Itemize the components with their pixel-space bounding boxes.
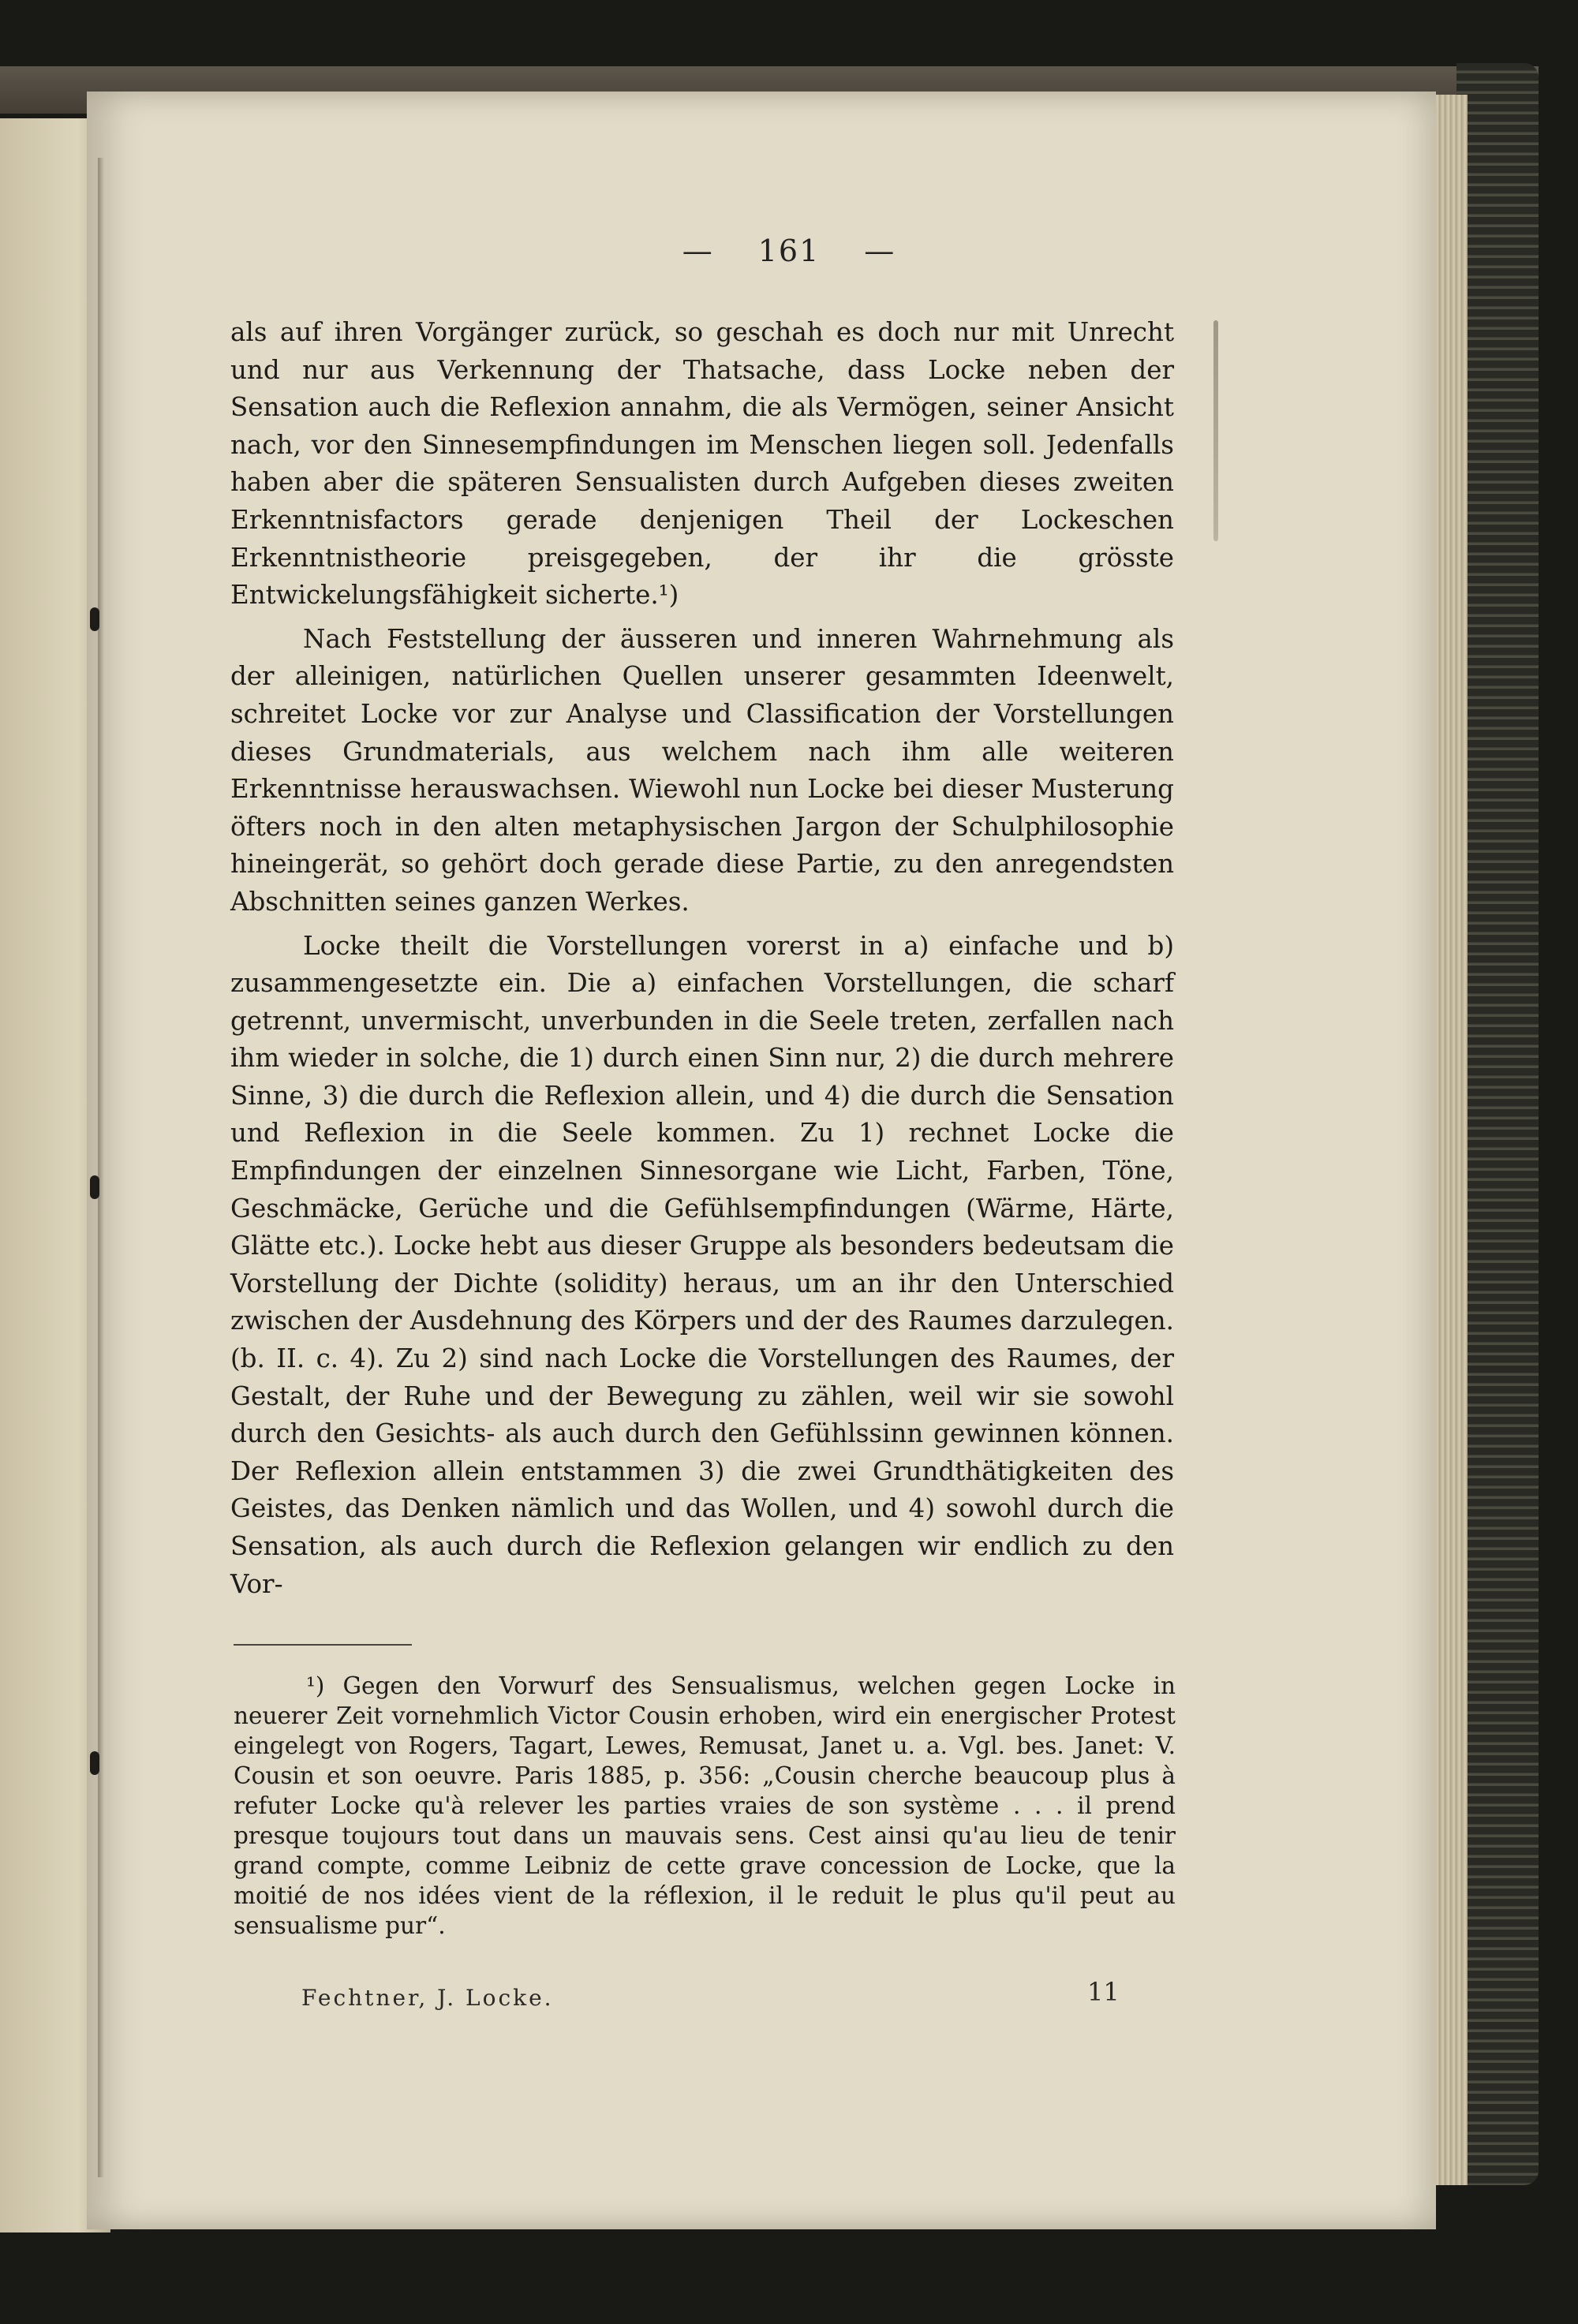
header-dash-left: — bbox=[682, 234, 714, 268]
main-text bbox=[230, 314, 1174, 1609]
page-gutter-shadow bbox=[98, 158, 104, 2177]
footnote-text: ¹) Gegen den Vorwurf des Sensualismus, welchen gegen Locke in neuerer Zeit vornehmlich Victor Cousin erhoben, wird ein energischer Protest eingelegt von Rogers, Tagart, Lewes, Remusat, Janet u. a. Vgl. bes. Janet: V. Cousin et son oeuvre. Paris 1885, p. 356: „Cousin cherche beaucoup plus à refuter Locke qu'à relever les parties vraies de son système . . . il prend presque toujours tout dans un mauvais sens. Cest ainsi qu'au lieu de tenir grand compte, comme Leibniz de cette grave concession de Locke, que la moitié de nos idées vient de la réflexion, il le reduit le plus qu'il peut au sensualisme pur“. bbox=[234, 1672, 1176, 1939]
margin-pencil-mark bbox=[1213, 320, 1218, 541]
binding-hole bbox=[90, 1175, 99, 1199]
book-spine-edge bbox=[1456, 63, 1539, 2185]
header-dash-right: — bbox=[864, 234, 896, 268]
paragraph: Nach Feststellung der äusseren und inneren Wahrnehmung als der alleinigen, natürlichen Quellen unserer gesammten Ideenwelt, schreitet Locke vor zur Analyse und Classification der Vorstellungen dieses Grundmaterials, aus welchem nach ihm alle weiteren Erkenntnisse herauswachsen. Wiewohl nun Locke bei dieser Musterung öfters noch in den alten metaphysischen Jargon der Schulphilosophie hineingerät, so gehört doch gerade diese Partie, zu den anregendsten Abschnitten seines ganzen Werkes. bbox=[230, 623, 1174, 917]
binding-hole bbox=[90, 607, 99, 631]
paragraph: als auf ihren Vorgänger zurück, so geschah es doch nur mit Unrecht und nur aus Verkennung der Thatsache, dass Locke neben der Sensation auch die Reflexion annahm, die als Vermögen, seiner Ansicht nach, vor den Sinnesempfindungen im Menschen liegen soll. Jedenfalls haben aber die späteren Sensualisten durch Aufgeben dieses zweiten Erkenntnisfactors gerade denjenigen Theil der Lockeschen Erkenntnistheorie preisgegeben, der ihr die grösste Entwickelungsfähigkeit sicherte.¹) bbox=[230, 317, 1174, 611]
binding-hole bbox=[90, 1751, 99, 1775]
page-number: 161 bbox=[757, 234, 821, 268]
sheet-number: 11 bbox=[1087, 1977, 1120, 2007]
page-header bbox=[0, 234, 1578, 268]
footnote-divider bbox=[234, 1644, 412, 1646]
printer-signature: Fechtner, J. Locke. bbox=[301, 1985, 554, 2011]
footnote bbox=[234, 1671, 1176, 1941]
paragraph: Locke theilt die Vorstellungen vorerst in a) einfache und b) zusammengesetzte ein. Die a) einfachen Vorstellungen, die scharf getrennt, unvermischt, unverbunden in die Seele treten, zerfallen nach ihm wieder in solche, die 1) durch einen Sinn nur, 2) die durch mehrere Sinne, 3) die durch die Reflexion allein, und 4) die durch die Sensation und Reflexion in die Seele kommen. Zu 1) rechnet Locke die Empfindungen der einzelnen Sinnesorgane wie Licht, Farben, Töne, Geschmäcke, Gerüche und die Gefühlsempfindungen (Wärme, Härte, Glätte etc.). Locke hebt aus dieser Gruppe als besonders bedeutsam die Vorstellung der Dichte (solidity) heraus, um an ihr den Unterschied zwischen der Ausdehnung des Körpers und der des Raumes darzulegen. (b. II. c. 4). Zu 2) sind nach Locke die Vorstellungen des Raumes, der Gestalt, der Ruhe und der Bewegung zu zählen, weil wir sie sowohl durch den Gesichts- als auch durch den Gefühlssinn gewinnen können. Der Reflexion allein entstammen 3) die zwei Grundthätigkeiten des Geistes, das Denken nämlich und das Wollen, und 4) sowohl durch die Sensation, als auch durch die Reflexion gelangen wir endlich zu den Vor- bbox=[230, 930, 1174, 1599]
